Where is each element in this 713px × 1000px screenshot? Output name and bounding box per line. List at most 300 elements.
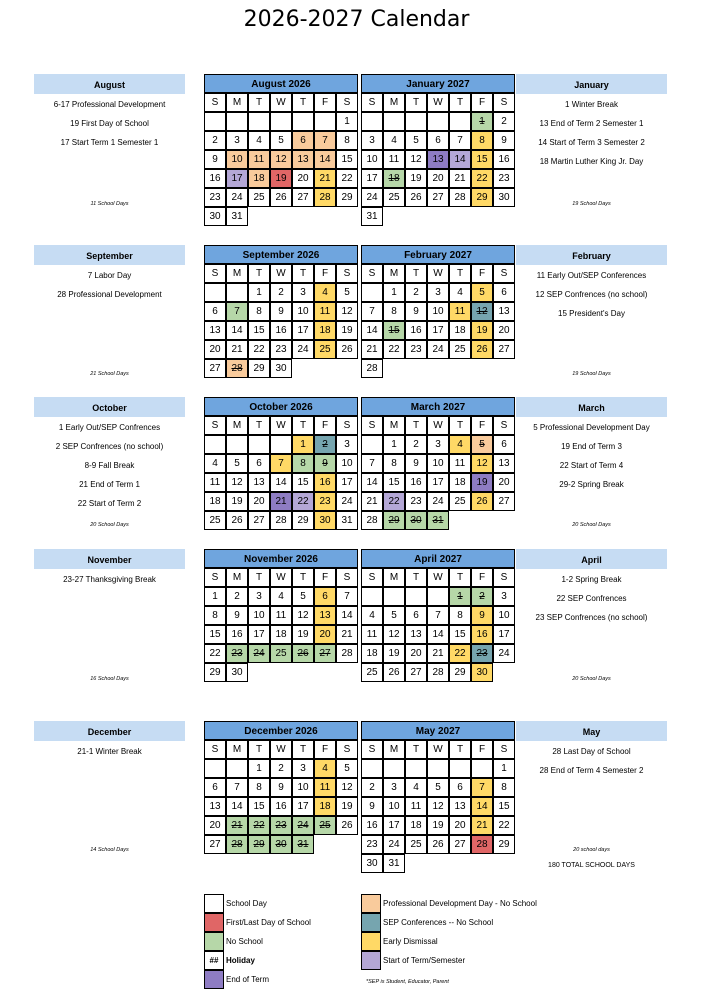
weekday-header: S: [361, 93, 383, 112]
day-cell: 22: [248, 816, 270, 835]
day-cell: 15: [204, 625, 226, 644]
weekday-header: S: [336, 93, 358, 112]
day-cell: 17: [336, 473, 358, 492]
day-cell: 28: [226, 835, 248, 854]
legend-label: Early Dismissal: [383, 937, 438, 946]
day-cell: 1: [383, 435, 405, 454]
legend-swatch: [204, 894, 224, 913]
day-cell: 13: [314, 606, 336, 625]
day-cell: 10: [248, 606, 270, 625]
left-school-days-count: 21 School Days: [90, 371, 129, 377]
event-item: 19 First Day of School: [70, 119, 149, 128]
day-cell: 12: [336, 778, 358, 797]
left-school-days-count: 16 School Days: [90, 676, 129, 682]
day-cell: 31: [226, 207, 248, 226]
empty-cell: [314, 112, 336, 131]
day-cell: 28: [336, 644, 358, 663]
day-cell: 2: [405, 435, 427, 454]
day-cell: 18: [314, 797, 336, 816]
day-cell: 27: [248, 511, 270, 530]
day-cell: 1: [292, 435, 314, 454]
empty-cell: [248, 435, 270, 454]
right-school-days-count: 19 School Days: [572, 371, 611, 377]
empty-cell: [427, 112, 449, 131]
day-cell: 15: [383, 473, 405, 492]
day-cell: 4: [405, 778, 427, 797]
day-cell: 4: [383, 131, 405, 150]
empty-cell: [427, 759, 449, 778]
day-cell: 8: [248, 302, 270, 321]
weekday-header: T: [449, 264, 471, 283]
day-cell: 31: [383, 854, 405, 873]
legend-swatch: [204, 913, 224, 932]
day-cell: 8: [449, 606, 471, 625]
day-cell: 24: [292, 816, 314, 835]
day-cell: 24: [427, 492, 449, 511]
day-cell: 7: [314, 131, 336, 150]
weekday-header: M: [383, 93, 405, 112]
left-month-events: [34, 266, 185, 304]
day-cell: 24: [493, 644, 515, 663]
event-item: 1-2 Spring Break: [561, 575, 622, 584]
day-cell: 14: [361, 321, 383, 340]
day-cell: 20: [427, 169, 449, 188]
day-cell: 11: [405, 797, 427, 816]
weekday-header: S: [204, 740, 226, 759]
weekday-header: T: [405, 93, 427, 112]
day-cell: 7: [336, 587, 358, 606]
weekday-header: T: [248, 568, 270, 587]
weekday-header: W: [270, 264, 292, 283]
day-cell: 4: [314, 759, 336, 778]
day-cell: 4: [204, 454, 226, 473]
empty-cell: [226, 283, 248, 302]
day-cell: 17: [292, 321, 314, 340]
day-cell: 23: [405, 492, 427, 511]
day-cell: 22: [383, 492, 405, 511]
page-title: 2026-2027 Calendar: [243, 7, 470, 32]
day-cell: 26: [336, 340, 358, 359]
weekday-header: M: [226, 740, 248, 759]
day-cell: 7: [427, 606, 449, 625]
day-cell: 12: [336, 302, 358, 321]
weekday-header: S: [493, 740, 515, 759]
day-cell: 9: [270, 302, 292, 321]
right-school-days-count: 19 School Days: [572, 201, 611, 207]
legend-label: No School: [226, 937, 263, 946]
day-cell: 14: [336, 606, 358, 625]
left-school-days-count: 14 School Days: [90, 847, 129, 853]
day-cell: 19: [471, 321, 493, 340]
day-cell: 2: [471, 587, 493, 606]
day-cell: 27: [292, 188, 314, 207]
day-cell: 14: [471, 797, 493, 816]
month-title: April 2027: [361, 549, 515, 568]
day-cell: 21: [449, 169, 471, 188]
day-cell: 26: [336, 816, 358, 835]
day-cell: 1: [248, 759, 270, 778]
day-cell: 14: [270, 473, 292, 492]
day-cell: 29: [248, 835, 270, 854]
day-cell: 5: [427, 778, 449, 797]
day-cell: 3: [383, 778, 405, 797]
weekday-header: S: [204, 264, 226, 283]
day-cell: 15: [336, 150, 358, 169]
day-cell: 17: [427, 473, 449, 492]
day-cell: 16: [405, 321, 427, 340]
day-cell: 30: [493, 188, 515, 207]
day-cell: 19: [270, 169, 292, 188]
day-cell: 20: [204, 816, 226, 835]
empty-cell: [226, 435, 248, 454]
weekday-header: S: [493, 568, 515, 587]
day-cell: 5: [471, 283, 493, 302]
weekday-header: T: [449, 568, 471, 587]
day-cell: 7: [449, 131, 471, 150]
day-cell: 1: [336, 112, 358, 131]
event-item: 22 SEP Confrences: [556, 594, 627, 603]
day-cell: 20: [405, 644, 427, 663]
weekday-header: T: [405, 740, 427, 759]
day-cell: 19: [427, 816, 449, 835]
day-cell: 16: [270, 797, 292, 816]
day-cell: 4: [314, 283, 336, 302]
weekday-header: T: [248, 416, 270, 435]
weekday-header: T: [292, 568, 314, 587]
weekday-header: T: [248, 93, 270, 112]
day-cell: 23: [270, 340, 292, 359]
weekday-header: S: [336, 740, 358, 759]
empty-cell: [292, 112, 314, 131]
empty-cell: [449, 759, 471, 778]
weekday-header: W: [427, 568, 449, 587]
day-cell: 22: [336, 169, 358, 188]
day-cell: 19: [336, 321, 358, 340]
day-cell: 22: [449, 644, 471, 663]
day-cell: 11: [449, 454, 471, 473]
day-cell: 16: [226, 625, 248, 644]
day-cell: 14: [226, 797, 248, 816]
day-cell: 22: [383, 340, 405, 359]
day-cell: 18: [449, 321, 471, 340]
day-cell: 24: [336, 492, 358, 511]
weekday-header: T: [449, 416, 471, 435]
event-item: 7 Labor Day: [87, 271, 132, 280]
event-item: 23 SEP Confrences (no school): [535, 613, 648, 622]
legend-label: School Day: [226, 899, 267, 908]
month-title: February 2027: [361, 245, 515, 264]
day-cell: 1: [471, 112, 493, 131]
left-month-events: [34, 418, 185, 513]
day-cell: 2: [493, 112, 515, 131]
day-cell: 17: [383, 816, 405, 835]
event-item: 22 Start of Term 2: [77, 499, 142, 508]
empty-cell: [383, 759, 405, 778]
day-cell: 8: [204, 606, 226, 625]
weekday-header: F: [314, 93, 336, 112]
day-cell: 5: [292, 587, 314, 606]
day-cell: 4: [270, 587, 292, 606]
weekday-header: T: [292, 264, 314, 283]
empty-cell: [405, 112, 427, 131]
weekday-header: T: [292, 93, 314, 112]
day-cell: 11: [383, 150, 405, 169]
day-cell: 13: [493, 302, 515, 321]
day-cell: 27: [204, 835, 226, 854]
day-cell: 6: [248, 454, 270, 473]
day-cell: 7: [361, 302, 383, 321]
weekday-header: T: [449, 93, 471, 112]
day-cell: 1: [204, 587, 226, 606]
day-cell: 6: [449, 778, 471, 797]
empty-cell: [226, 112, 248, 131]
day-cell: 30: [314, 511, 336, 530]
empty-cell: [449, 112, 471, 131]
day-cell: 9: [314, 454, 336, 473]
day-cell: 30: [204, 207, 226, 226]
day-cell: 11: [270, 606, 292, 625]
event-item: 29-2 Spring Break: [559, 480, 624, 489]
day-cell: 29: [292, 511, 314, 530]
day-cell: 10: [383, 797, 405, 816]
day-cell: 5: [270, 131, 292, 150]
legend-swatch: ##: [204, 951, 224, 970]
weekday-header: S: [336, 416, 358, 435]
day-cell: 12: [471, 454, 493, 473]
event-item: 1 Winter Break: [565, 100, 618, 109]
weekday-header: F: [314, 568, 336, 587]
weekday-header: W: [427, 93, 449, 112]
day-cell: 31: [336, 511, 358, 530]
day-cell: 2: [270, 283, 292, 302]
day-cell: 27: [493, 492, 515, 511]
day-cell: 22: [248, 340, 270, 359]
day-cell: 14: [314, 150, 336, 169]
event-item: 17 Start Term 1 Semester 1: [60, 138, 159, 147]
left-school-days-count: 11 School Days: [90, 201, 129, 207]
day-cell: 20: [493, 321, 515, 340]
empty-cell: [361, 435, 383, 454]
day-cell: 13: [204, 797, 226, 816]
day-cell: 7: [361, 454, 383, 473]
day-cell: 9: [361, 797, 383, 816]
day-cell: 6: [204, 778, 226, 797]
weekday-header: M: [226, 416, 248, 435]
legend-label: Start of Term/Semester: [383, 956, 466, 965]
day-cell: 24: [226, 188, 248, 207]
event-item: 12 SEP Confrences (no school): [535, 290, 648, 299]
weekday-header: W: [270, 93, 292, 112]
day-cell: 25: [361, 663, 383, 682]
day-cell: 24: [383, 835, 405, 854]
day-cell: 26: [270, 188, 292, 207]
day-cell: 26: [292, 644, 314, 663]
day-cell: 13: [449, 797, 471, 816]
weekday-header: S: [204, 568, 226, 587]
day-cell: 4: [449, 283, 471, 302]
event-item: 5 Professional Development Day: [533, 423, 650, 432]
day-cell: 30: [226, 663, 248, 682]
day-cell: 15: [471, 150, 493, 169]
weekday-header: S: [204, 93, 226, 112]
weekday-header: W: [270, 416, 292, 435]
event-item: 11 Early Out/SEP Conferences: [536, 271, 647, 280]
empty-cell: [270, 435, 292, 454]
month-title: May 2027: [361, 721, 515, 740]
weekday-header: T: [292, 740, 314, 759]
event-item: 21 End of Term 1: [79, 480, 140, 489]
empty-cell: [204, 283, 226, 302]
weekday-header: F: [471, 264, 493, 283]
day-cell: 27: [449, 835, 471, 854]
empty-cell: [248, 112, 270, 131]
empty-cell: [471, 759, 493, 778]
legend-note: *SEP is Student, Educator, Parent: [366, 979, 449, 985]
day-cell: 28: [270, 511, 292, 530]
day-cell: 3: [361, 131, 383, 150]
weekday-header: S: [493, 416, 515, 435]
day-cell: 27: [427, 188, 449, 207]
day-cell: 14: [449, 150, 471, 169]
day-cell: 10: [292, 778, 314, 797]
event-item: 1 Early Out/SEP Confrences: [58, 423, 161, 432]
weekday-header: M: [226, 264, 248, 283]
weekday-header: S: [336, 264, 358, 283]
empty-cell: [226, 759, 248, 778]
day-cell: 29: [471, 188, 493, 207]
day-cell: 28: [226, 359, 248, 378]
day-cell: 18: [270, 625, 292, 644]
day-cell: 15: [248, 797, 270, 816]
day-cell: 10: [361, 150, 383, 169]
empty-cell: [204, 759, 226, 778]
day-cell: 5: [336, 283, 358, 302]
right-month-heading: April: [516, 549, 667, 569]
day-cell: 25: [449, 492, 471, 511]
right-month-events: [516, 95, 667, 171]
day-cell: 9: [471, 606, 493, 625]
day-cell: 20: [204, 340, 226, 359]
event-item: 14 Start of Term 3 Semester 2: [538, 138, 645, 147]
empty-cell: [361, 112, 383, 131]
day-cell: 29: [336, 188, 358, 207]
legend-swatch: [361, 932, 381, 951]
day-cell: 29: [383, 511, 405, 530]
day-cell: 9: [270, 778, 292, 797]
right-month-heading: January: [516, 74, 667, 94]
day-cell: 25: [449, 340, 471, 359]
day-cell: 2: [204, 131, 226, 150]
left-month-events: [34, 742, 185, 761]
day-cell: 8: [383, 454, 405, 473]
left-month-heading: September: [34, 245, 185, 265]
legend-label: End of Term: [226, 975, 269, 984]
day-cell: 3: [292, 283, 314, 302]
day-cell: 20: [493, 473, 515, 492]
day-cell: 11: [314, 302, 336, 321]
day-cell: 29: [204, 663, 226, 682]
day-cell: 24: [361, 188, 383, 207]
day-cell: 10: [336, 454, 358, 473]
day-cell: 11: [248, 150, 270, 169]
weekday-header: F: [471, 93, 493, 112]
day-cell: 15: [292, 473, 314, 492]
day-cell: 21: [226, 340, 248, 359]
weekday-header: S: [361, 568, 383, 587]
day-cell: 22: [292, 492, 314, 511]
day-cell: 10: [493, 606, 515, 625]
day-cell: 4: [449, 435, 471, 454]
day-cell: 9: [204, 150, 226, 169]
day-cell: 28: [471, 835, 493, 854]
day-cell: 21: [427, 644, 449, 663]
day-cell: 20: [449, 816, 471, 835]
day-cell: 12: [292, 606, 314, 625]
left-month-heading: November: [34, 549, 185, 569]
day-cell: 31: [292, 835, 314, 854]
weekday-header: T: [405, 416, 427, 435]
day-cell: 10: [226, 150, 248, 169]
right-school-days-count: 20 school days: [573, 847, 610, 853]
day-cell: 26: [405, 188, 427, 207]
day-cell: 13: [292, 150, 314, 169]
day-cell: 11: [361, 625, 383, 644]
month-title: September 2026: [204, 245, 358, 264]
day-cell: 30: [405, 511, 427, 530]
day-cell: 26: [383, 663, 405, 682]
day-cell: 19: [471, 473, 493, 492]
day-cell: 22: [471, 169, 493, 188]
day-cell: 16: [405, 473, 427, 492]
event-item: 28 Last Day of School: [552, 747, 631, 756]
day-cell: 3: [427, 435, 449, 454]
day-cell: 5: [336, 759, 358, 778]
day-cell: 14: [226, 321, 248, 340]
day-cell: 5: [405, 131, 427, 150]
day-cell: 9: [405, 302, 427, 321]
day-cell: 18: [361, 644, 383, 663]
day-cell: 17: [493, 625, 515, 644]
day-cell: 23: [493, 169, 515, 188]
day-cell: 12: [405, 150, 427, 169]
day-cell: 1: [493, 759, 515, 778]
right-month-events: [516, 266, 667, 323]
weekday-header: W: [427, 264, 449, 283]
event-item: 2 SEP Confrences (no school): [55, 442, 164, 451]
day-cell: 5: [226, 454, 248, 473]
day-cell: 25: [314, 816, 336, 835]
day-cell: 21: [270, 492, 292, 511]
weekday-header: M: [226, 568, 248, 587]
day-cell: 21: [361, 340, 383, 359]
day-cell: 31: [427, 511, 449, 530]
weekday-header: S: [493, 264, 515, 283]
day-cell: 16: [314, 473, 336, 492]
day-cell: 8: [336, 131, 358, 150]
weekday-header: W: [270, 568, 292, 587]
weekday-header: F: [471, 416, 493, 435]
empty-cell: [427, 587, 449, 606]
day-cell: 13: [405, 625, 427, 644]
right-month-events: [516, 418, 667, 494]
day-cell: 6: [314, 587, 336, 606]
day-cell: 21: [471, 816, 493, 835]
day-cell: 19: [336, 797, 358, 816]
day-cell: 25: [314, 340, 336, 359]
weekday-header: M: [383, 264, 405, 283]
legend-swatch: [361, 951, 381, 970]
weekday-header: T: [449, 740, 471, 759]
